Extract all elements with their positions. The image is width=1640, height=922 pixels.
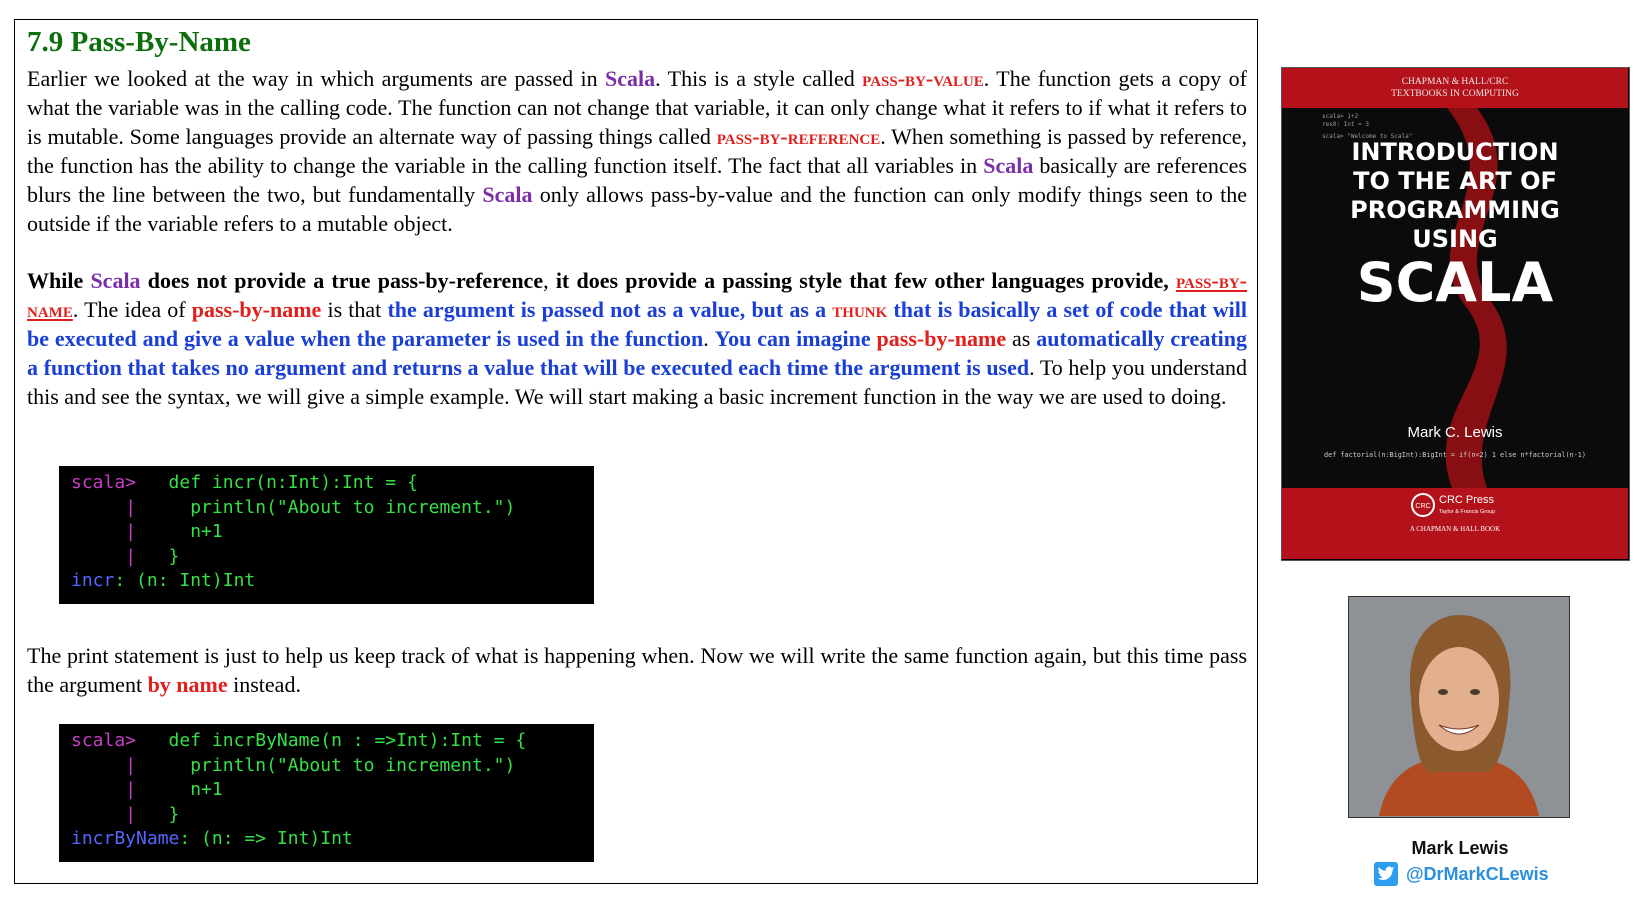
cover-code-sample: def factorial(n:BigInt):BigInt = if(n<2) 1 else n*factorial(n-1) [1324, 451, 1586, 459]
text: instead. [227, 672, 301, 697]
code-line: def incrByName(n : =>Int):Int = { [136, 730, 527, 751]
bold-text: it does provide a passing style that few other languages provide, [555, 268, 1176, 293]
text: as [1006, 326, 1037, 351]
bold-text: While [27, 268, 91, 293]
result-type: : (n: => Int)Int [179, 828, 353, 849]
code-line: println("About to increment.") [190, 496, 516, 518]
code-line: n+1 [190, 521, 223, 542]
text: is that [321, 297, 388, 322]
blue-emphasis: You can imagine [714, 326, 877, 351]
code-line: n+1 [190, 779, 223, 800]
text: . To help you understand this and see the syntax, we will give a simple example. We will start making a basic increment function in the way we are used to doing. [27, 355, 1247, 409]
result-name: incrByName [71, 828, 180, 849]
section-title: 7.9 Pass-By-Name [27, 26, 251, 58]
red-term: by name [147, 672, 228, 697]
text: only allows pass-by-value and the function can only modify things seen to the outside if the variable refers to a mutable object. [27, 182, 1248, 236]
result-type: : (n: Int)Int [114, 570, 256, 591]
cover-publisher-sub: Taylor & Francis Group [1439, 509, 1496, 515]
code-line: def incr(n:Int):Int = { [136, 472, 418, 493]
continuation-bar: | [125, 803, 137, 825]
continuation-bar: | [125, 779, 137, 800]
text: The print statement is just to help us keep track of what is happening when. Now we will write the same function again, but this time pass the argument [27, 643, 1247, 697]
text: . [703, 326, 715, 351]
code-line: println("About to increment.") [190, 754, 516, 776]
red-term: pass-by-name [191, 297, 322, 322]
cover-title-scala: SCALA [1356, 251, 1554, 314]
text: . When something is passed by reference, the function has the ability to change the variable in the calling function itself. The fact that all variables in [27, 124, 1247, 178]
scala-term: Scala [90, 268, 141, 293]
text: , [543, 268, 556, 293]
result-name: incr [71, 570, 115, 591]
cover-author: Mark C. Lewis [1407, 424, 1503, 441]
blue-emphasis: that is basically a set of code that will be executed and give a value when the parameter is used in the function [27, 297, 1247, 351]
red-term: pass-by-name [876, 326, 1007, 351]
cover-title-line1: INTRODUCTION [1351, 138, 1559, 166]
code-line: } [168, 803, 180, 825]
text: Earlier we looked at the way in which arguments are passed in [27, 66, 606, 91]
twitter-icon [1374, 862, 1398, 886]
bold-text: does not provide a true pass-by-reference [140, 268, 544, 293]
text: basically are references blurs the line between the two, but fundamentally [27, 153, 1247, 207]
code-block-incr-by-name [59, 724, 594, 862]
scala-term: Scala [983, 153, 1034, 178]
content-panel [14, 19, 1258, 884]
cover-repl-line: scala> 1+2 [1322, 113, 1359, 120]
cover-imprint: A CHAPMAN & HALL BOOK [1409, 525, 1501, 533]
blue-emphasis: automatically creating a function that takes no argument and returns a value that will be executed each time the argument is used [27, 326, 1247, 380]
text: . The idea of [72, 297, 192, 322]
repl-prompt: scala> [71, 730, 137, 751]
author-name: Mark Lewis [1411, 838, 1509, 858]
cover-top-band [1282, 68, 1628, 108]
code-block-incr [59, 466, 594, 604]
author-photo [1348, 596, 1570, 818]
paragraph-pass-by-name [27, 266, 1247, 411]
book-cover [1281, 67, 1630, 561]
svg-text:CRC: CRC [1415, 503, 1431, 510]
continuation-bar: | [125, 496, 137, 518]
cover-publisher: CRC Press [1439, 494, 1495, 506]
term-pass-by-reference: pass-by-reference [716, 124, 881, 149]
cover-title-line2: TO THE ART OF [1353, 167, 1557, 195]
twitter-handle[interactable]: @DrMarkCLewis [1406, 863, 1549, 884]
twitter-handle-row[interactable] [1374, 861, 1549, 887]
text: . This is a style called [655, 66, 863, 91]
scala-term: Scala [605, 66, 656, 91]
cover-repl-line: scala> "Welcome to Scala" [1322, 133, 1413, 140]
book-cover-art [1282, 68, 1628, 559]
continuation-bar: | [125, 521, 137, 542]
cover-title-line4: USING [1412, 225, 1498, 253]
author-portrait [1349, 597, 1568, 816]
continuation-bar: | [125, 545, 137, 567]
term-pass-by-name: pass-by-name [27, 268, 1248, 322]
continuation-bar: | [125, 754, 137, 776]
cover-series-line2: TEXTBOOKS IN COMPUTING [1391, 89, 1519, 99]
blue-emphasis: the argument is passed not as a value, but as a [387, 297, 833, 322]
text: . The function gets a copy of what the variable was in the calling code. The function can not change that variable, it can only change what it refers to if what it refers to is mutable. Some languages provide an alternate way of passing things called [27, 66, 1247, 149]
paragraph-pass-by-value [27, 64, 1247, 238]
repl-prompt: scala> [71, 472, 137, 493]
term-thunk: thunk [832, 297, 888, 322]
cover-title-line3: PROGRAMMING [1350, 196, 1560, 224]
cover-repl-line: res0: Int = 3 [1322, 121, 1369, 128]
scala-term: Scala [482, 182, 533, 207]
cover-series-line1: CHAPMAN & HALL/CRC [1401, 77, 1509, 87]
paragraph-by-name [27, 641, 1247, 699]
term-pass-by-value: pass-by-value [862, 66, 984, 91]
code-line: } [168, 545, 180, 567]
